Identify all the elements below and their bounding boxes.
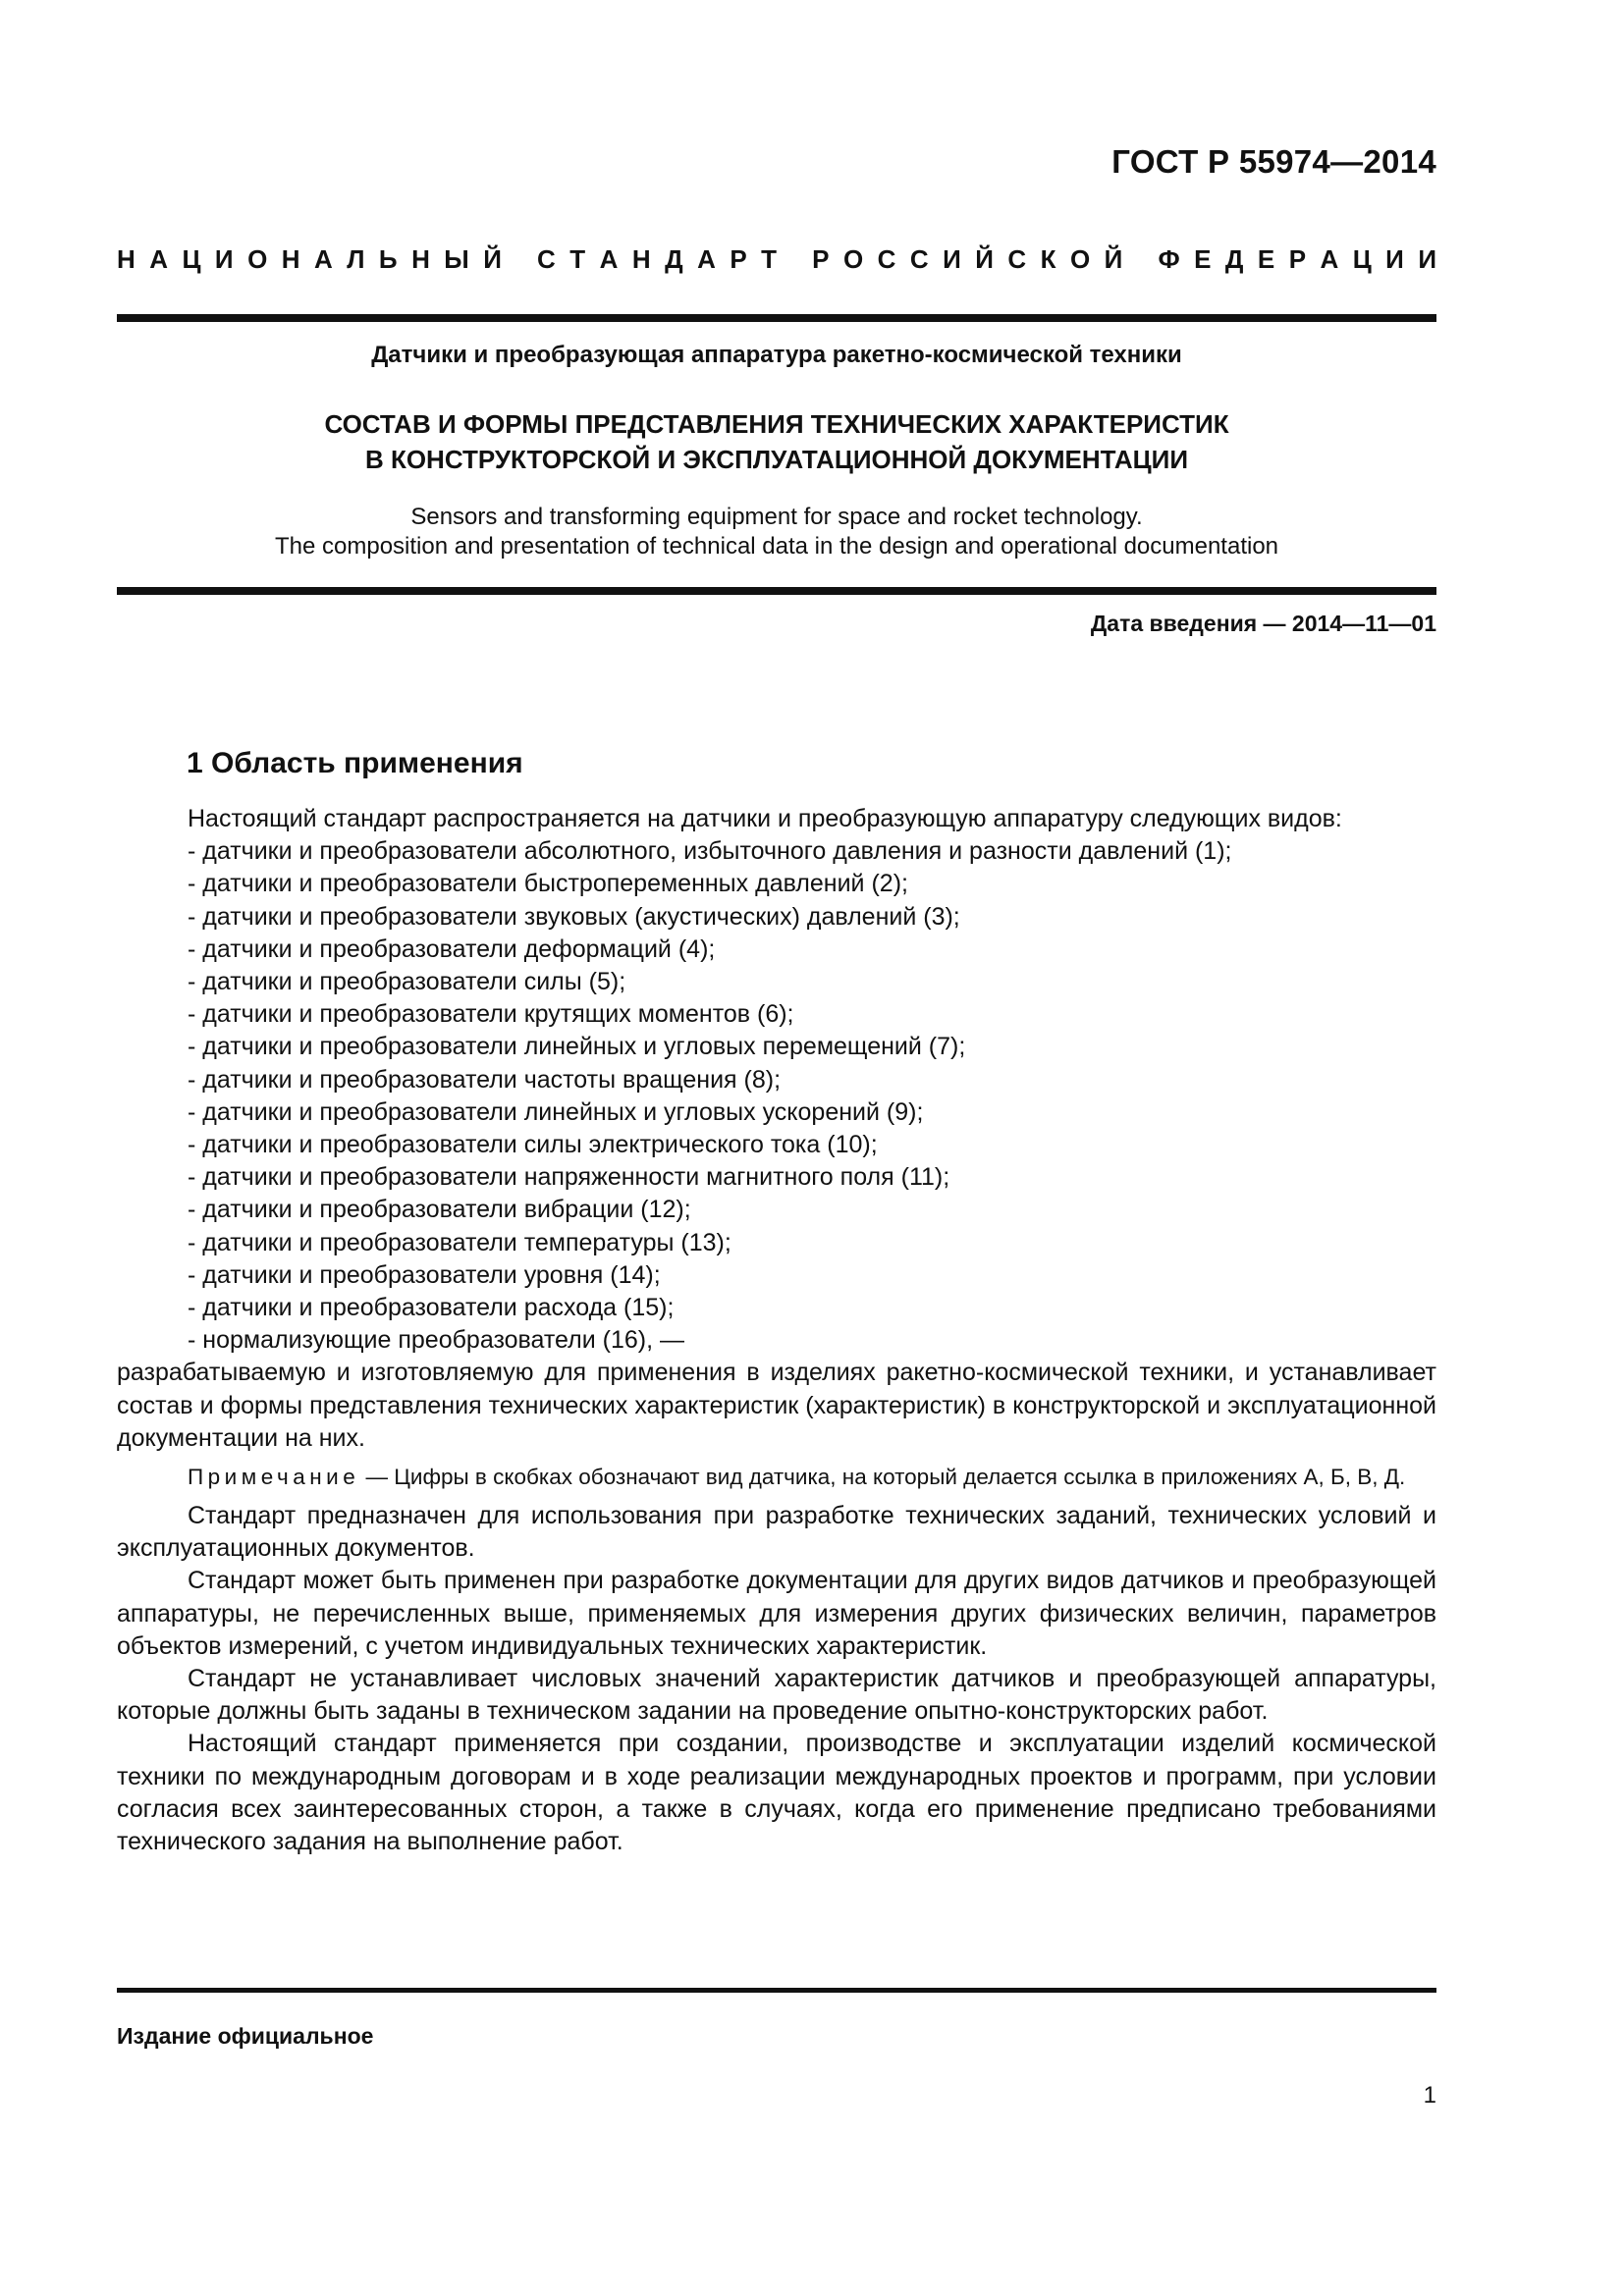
note [117, 1463, 1436, 1492]
official-edition-label: Издание официальное [117, 2023, 374, 2049]
english-title-line: Sensors and transforming equipment for space and rocket technology. [410, 504, 1143, 530]
document-subtitle: Датчики и преобразующая аппаратура ракетно-космической техники [371, 342, 1182, 368]
list-item: - датчики и преобразователи звуковых (акустических) давлений (3); [188, 902, 960, 931]
list-item: - датчики и преобразователи напряженности магнитного поля (11); [188, 1163, 950, 1192]
page-number: 1 [1423, 2082, 1436, 2109]
list-item: - датчики и преобразователи силы (5); [188, 968, 626, 996]
body-paragraph: Стандарт может быть применен при разработке документации для других видов датчиков и преобразующей аппаратуры, не перечисленных выше, применяемых для измерения других физических величин, параметров объектов измерений, с учетом индивидуальных технических характеристик. [117, 1567, 1436, 1660]
heading-letter: О [247, 244, 268, 274]
heading-letter: С [1007, 244, 1027, 274]
heading-letter: Н [411, 244, 430, 274]
heading-letter: Ф [1158, 244, 1180, 274]
english-title [117, 503, 1436, 561]
top-rule [117, 314, 1436, 322]
english-title-line: The composition and presentation of technical data in the design and operational documentation [274, 533, 1279, 560]
heading-letter: Н [281, 244, 300, 274]
heading-letter: Й [975, 244, 994, 274]
after-list-paragraph: разрабатываемую и изготовляемую для применения в изделиях ракетно-космической техники, и устанавливает состав и формы представления технических характеристик (характеристик) в конструкторской и эксплуатационной документации на них. [117, 1359, 1436, 1452]
heading-letter: Р [1288, 244, 1307, 274]
list-item: - датчики и преобразователи силы электрического тока (10); [188, 1131, 878, 1159]
heading-letter: С [537, 244, 556, 274]
heading-letter: Т [569, 244, 586, 274]
list-item: - датчики и преобразователи абсолютного, избыточного давления и разности давлений (1); [188, 837, 1232, 866]
list-item: - датчики и преобразователи уровня (14); [188, 1260, 661, 1289]
heading-letter: Й [1104, 244, 1123, 274]
heading-letter: Ц [182, 244, 201, 274]
list-item: - датчики и преобразователи температуры (13); [188, 1228, 731, 1256]
section-heading: 1 Область применения [187, 747, 523, 779]
body-paragraph: Настоящий стандарт применяется при создании, производстве и эксплуатации изделий космической техники по международным договорам и в ходе реализации международных проектов и программ, при условии согласия всех заинтересованных сторон, а также в случаях, когда его применение предписано требованиями технического задания на выполнение работ. [117, 1730, 1436, 1856]
section-body [117, 803, 1436, 1858]
title-line: СОСТАВ И ФОРМЫ ПРЕДСТАВЛЕНИЯ ТЕХНИЧЕСКИХ ХАРАКТЕРИСТИК [324, 409, 1229, 439]
note-label: Примечание [188, 1465, 360, 1490]
list-item: - датчики и преобразователи крутящих моментов (6); [188, 1000, 794, 1029]
heading-letter: Р [730, 244, 747, 274]
title-line: В КОНСТРУКТОРСКОЙ И ЭКСПЛУАТАЦИОННОЙ ДОКУМЕНТАЦИИ [364, 445, 1189, 474]
heading-letter: А [1320, 244, 1339, 274]
list-item: - датчики и преобразователи линейных и угловых перемещений (7); [188, 1033, 966, 1061]
heading-letter: Л [347, 244, 365, 274]
heading-letter: Ы [444, 244, 469, 274]
heading-letter: О [842, 244, 864, 274]
heading-letter: И [943, 244, 961, 274]
heading-letter: Д [665, 244, 683, 274]
heading-letter: С [909, 244, 929, 274]
heading-space [1137, 244, 1144, 275]
gost-designation: ГОСТ Р 55974—2014 [1111, 143, 1436, 180]
note-text: — Цифры в скобках обозначают вид датчика, на который делается ссылка в приложениях А, Б, В, Д. [365, 1465, 1406, 1490]
list-item: - датчики и преобразователи линейных и угловых ускорений (9); [188, 1097, 924, 1126]
title-bottom-rule [117, 587, 1436, 595]
heading-letter: К [1040, 244, 1056, 274]
heading-letter: Ь [378, 244, 398, 274]
document-title [117, 406, 1436, 477]
list-item: - датчики и преобразователи расхода (15); [188, 1294, 675, 1322]
footer-rule [117, 1988, 1436, 1993]
heading-letter: Д [1224, 244, 1244, 274]
intro-paragraph: Настоящий стандарт распространяется на датчики и преобразующую аппаратуру следующих видов: [188, 805, 1342, 832]
list-item: - датчики и преобразователи частоты вращения (8); [188, 1065, 782, 1094]
heading-space [790, 244, 797, 275]
heading-letter: Е [1194, 244, 1212, 274]
heading-letter: Ц [1352, 244, 1372, 274]
heading-letter: Й [483, 244, 502, 274]
heading-letter: Т [761, 244, 777, 274]
heading-letter: О [1069, 244, 1091, 274]
heading-letter: И [1418, 244, 1436, 274]
heading-letter: Р [812, 244, 830, 274]
list-item: - датчики и преобразователи деформаций (4); [188, 934, 716, 963]
heading-letter: И [214, 244, 234, 274]
heading-letter: И [1385, 244, 1404, 274]
heading-letter: А [599, 244, 619, 274]
sensor-type-list [117, 835, 1436, 1357]
introduction-date: Дата введения — 2014—11—01 [1090, 611, 1436, 636]
list-item: - датчики и преобразователи вибрации (12); [188, 1196, 691, 1224]
heading-letter: А [149, 244, 169, 274]
heading-space [515, 244, 522, 275]
heading-letter: Н [631, 244, 651, 274]
heading-letter: С [877, 244, 896, 274]
heading-letter: Н [117, 244, 135, 274]
heading-letter: А [697, 244, 716, 274]
heading-letter: А [313, 244, 333, 274]
national-standard-heading [117, 244, 1436, 275]
body-paragraph: Стандарт не устанавливает числовых значений характеристик датчиков и преобразующей аппаратуры, которые должны быть заданы в техническом задании на проведение опытно-конструкторских работ. [117, 1665, 1436, 1726]
heading-letter: Е [1257, 244, 1275, 274]
list-item: - датчики и преобразователи быстропеременных давлений (2); [188, 870, 908, 898]
body-paragraph: Стандарт предназначен для использования при разработке технических заданий, технических условий и эксплуатационных документов. [117, 1502, 1436, 1563]
list-item: - нормализующие преобразователи (16), — [188, 1326, 684, 1355]
